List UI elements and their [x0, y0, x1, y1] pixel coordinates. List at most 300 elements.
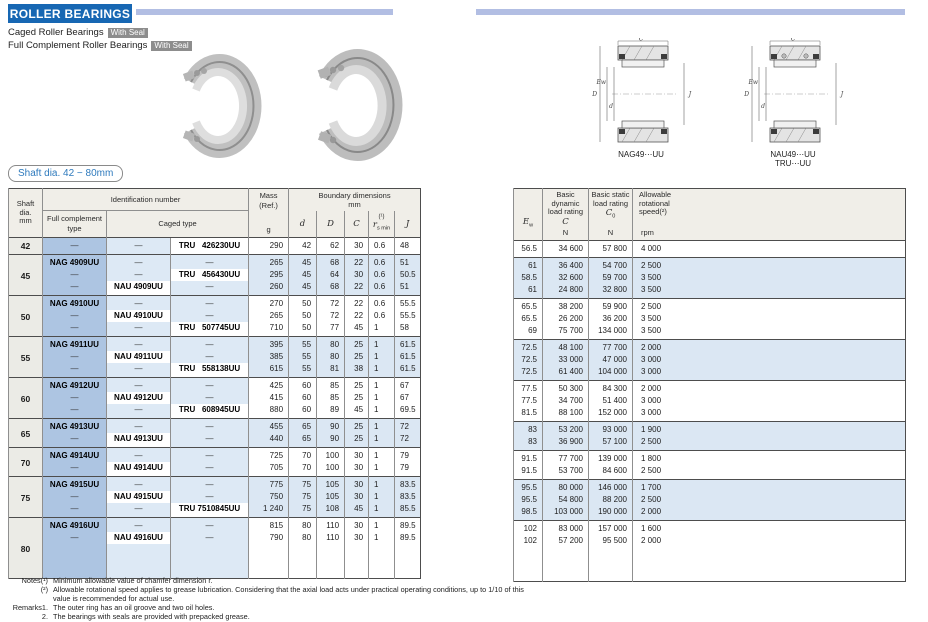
- footnotes: [8, 576, 538, 621]
- shaft-dia-cell: 75: [9, 477, 43, 518]
- dynamic-load-cell: 75 700: [543, 325, 589, 340]
- full-complement-cell: —: [43, 433, 107, 448]
- dim-C: C: [790, 38, 796, 43]
- C-cell: 45: [345, 503, 369, 518]
- drawing-label-tru: TRU⋯UU: [775, 159, 811, 168]
- caged-nau-cell: NAU 4916UU: [107, 532, 171, 544]
- J-cell: 83.5: [395, 477, 421, 492]
- table-row: [9, 462, 421, 477]
- col-header-C: C: [345, 211, 369, 238]
- r-min-cell: 1: [369, 404, 395, 419]
- table-row: [514, 366, 906, 381]
- subtitle-caged-text: Caged Roller Bearings: [8, 27, 104, 38]
- speed-cell: 3 000: [633, 395, 906, 407]
- d-cell: 65: [289, 419, 317, 434]
- D-cell: 90: [317, 419, 345, 434]
- full-complement-cell: —: [43, 269, 107, 281]
- static-load-cell: 84 300: [589, 380, 633, 395]
- D-cell: 110: [317, 518, 345, 533]
- col-unit-N: N: [543, 227, 589, 241]
- mass-cell: 265: [249, 255, 289, 270]
- caged-nau-cell: NAU 4914UU: [107, 462, 171, 477]
- cell: [543, 547, 589, 582]
- Ew-cell: 61: [514, 284, 543, 299]
- d-cell: 50: [289, 310, 317, 322]
- caged-nau-cell: NAU 4909UU: [107, 281, 171, 296]
- J-cell: 61.5: [395, 363, 421, 378]
- J-cell: 51: [395, 281, 421, 296]
- table-row: [514, 354, 906, 366]
- D-cell: 81: [317, 363, 345, 378]
- static-load-cell: 104 000: [589, 366, 633, 381]
- d-cell: 55: [289, 363, 317, 378]
- table-row: [9, 419, 421, 434]
- table-row: [514, 298, 906, 313]
- speed-cell: 2 000: [633, 535, 906, 547]
- mass-cell: 725: [249, 448, 289, 463]
- table-row: [514, 380, 906, 395]
- col-header-r-s-min: (¹) $r_{s min}$: [369, 211, 395, 238]
- with-seal-badge: With Seal: [108, 28, 148, 38]
- r-min-cell: 0.6: [369, 255, 395, 270]
- full-complement-cell: —: [43, 503, 107, 518]
- table-row: [9, 363, 421, 378]
- table-row: [514, 535, 906, 547]
- static-load-cell: 134 000: [589, 325, 633, 340]
- C-cell: 22: [345, 310, 369, 322]
- C-cell: 45: [345, 404, 369, 419]
- static-load-cell: 59 900: [589, 298, 633, 313]
- D-cell: 105: [317, 491, 345, 503]
- col-header-full-complement: Full complement type: [43, 211, 107, 238]
- C-cell: 25: [345, 419, 369, 434]
- C-cell: 25: [345, 392, 369, 404]
- r-min-cell: 1: [369, 433, 395, 448]
- dynamic-load-cell: 80 000: [543, 479, 589, 494]
- C-cell: 30: [345, 518, 369, 533]
- table-row: [514, 421, 906, 436]
- table-row: [9, 518, 421, 533]
- speed-cell: 3 500: [633, 325, 906, 340]
- mass-cell: 270: [249, 296, 289, 311]
- Ew-cell: 95.5: [514, 479, 543, 494]
- speed-cell: 2 500: [633, 257, 906, 272]
- J-cell: 58: [395, 322, 421, 337]
- C-cell: 25: [345, 337, 369, 352]
- D-cell: 90: [317, 433, 345, 448]
- filler-row: [514, 547, 906, 582]
- speed-cell: 1 900: [633, 421, 906, 436]
- table-row: [9, 238, 421, 255]
- cell: [633, 547, 906, 582]
- note-text: The outer ring has an oil groove and two oil holes.: [53, 603, 215, 612]
- C-cell: 22: [345, 255, 369, 270]
- col-header-identification-number: Identification number: [43, 189, 249, 211]
- J-cell: 67: [395, 378, 421, 393]
- page-title: ROLLER BEARINGS: [8, 4, 132, 23]
- static-load-cell: 88 200: [589, 494, 633, 506]
- table-row: [9, 491, 421, 503]
- section-drawing-nag: [588, 38, 694, 155]
- C-cell: 22: [345, 281, 369, 296]
- caged-nau-cell: —: [107, 404, 171, 419]
- D-cell: 110: [317, 532, 345, 544]
- col-header-J: J: [395, 211, 421, 238]
- drawing-label-nau: NAU49⋯UU: [770, 150, 816, 159]
- speed-cell: 3 000: [633, 366, 906, 381]
- section-drawing-nau-tru: [740, 38, 846, 155]
- full-complement-cell: NAG 4915UU: [43, 477, 107, 492]
- dynamic-load-cell: 38 200: [543, 298, 589, 313]
- caged-nau-cell: —: [107, 255, 171, 270]
- dynamic-load-cell: 34 600: [543, 240, 589, 257]
- table-row: [9, 503, 421, 518]
- full-complement-cell: NAG 4913UU: [43, 419, 107, 434]
- caged-tru-cell: —: [171, 462, 249, 477]
- dynamic-load-cell: 34 700: [543, 395, 589, 407]
- J-cell: 72: [395, 419, 421, 434]
- caged-tru-cell: TRU 456430UU: [171, 269, 249, 281]
- d-cell: 70: [289, 462, 317, 477]
- table-row: [514, 257, 906, 272]
- full-complement-cell: NAG 4910UU: [43, 296, 107, 311]
- D-cell: 72: [317, 310, 345, 322]
- D-cell: 85: [317, 392, 345, 404]
- full-complement-cell: —: [43, 281, 107, 296]
- Ew-cell: 69: [514, 325, 543, 340]
- Ew-cell: 58.5: [514, 272, 543, 284]
- header-rule-right: [476, 9, 905, 15]
- J-cell: 48: [395, 238, 421, 255]
- table-row: [9, 448, 421, 463]
- static-load-cell: 95 500: [589, 535, 633, 547]
- D-cell: 85: [317, 378, 345, 393]
- caged-tru-cell: —: [171, 378, 249, 393]
- caged-nau-cell: —: [107, 503, 171, 518]
- table-row: [9, 296, 421, 311]
- caged-nau-cell: —: [107, 337, 171, 352]
- cell: [317, 544, 345, 579]
- shaft-dia-cell: 80: [9, 518, 43, 579]
- dim-J: J: [688, 91, 692, 98]
- J-cell: 61.5: [395, 351, 421, 363]
- table-row: [9, 337, 421, 352]
- caged-tru-cell: —: [171, 310, 249, 322]
- d-cell: 42: [289, 238, 317, 255]
- J-cell: 85.5: [395, 503, 421, 518]
- dynamic-load-cell: 33 000: [543, 354, 589, 366]
- C-cell: 30: [345, 532, 369, 544]
- cell: [107, 544, 171, 579]
- table-row: [514, 339, 906, 354]
- d-cell: 55: [289, 337, 317, 352]
- speed-cell: 2 000: [633, 339, 906, 354]
- mass-cell: 815: [249, 518, 289, 533]
- caged-nau-cell: —: [107, 419, 171, 434]
- caged-tru-cell: —: [171, 337, 249, 352]
- D-cell: 62: [317, 238, 345, 255]
- r-min-cell: 1: [369, 518, 395, 533]
- col-header-allowable-speed: Allowable rotational speed(²): [633, 189, 906, 227]
- dynamic-load-cell: 88 100: [543, 407, 589, 422]
- col-header-static-load: Basic static load rating $C_0$: [589, 189, 633, 227]
- dynamic-load-cell: 61 400: [543, 366, 589, 381]
- dim-d: d: [609, 103, 613, 110]
- D-cell: 72: [317, 296, 345, 311]
- static-load-cell: 47 000: [589, 354, 633, 366]
- dynamic-load-cell: 77 700: [543, 450, 589, 465]
- full-complement-cell: NAG 4911UU: [43, 337, 107, 352]
- r-min-cell: 1: [369, 392, 395, 404]
- d-cell: 45: [289, 255, 317, 270]
- full-complement-cell: —: [43, 462, 107, 477]
- d-cell: 75: [289, 503, 317, 518]
- r-min-cell: 0.6: [369, 281, 395, 296]
- col-header-caged-type: Caged type: [107, 211, 249, 238]
- J-cell: 61.5: [395, 337, 421, 352]
- table-row: [514, 450, 906, 465]
- speed-cell: 3 500: [633, 272, 906, 284]
- caged-tru-cell: —: [171, 433, 249, 448]
- full-complement-cell: —: [43, 392, 107, 404]
- mass-cell: 265: [249, 310, 289, 322]
- cell: [369, 544, 395, 579]
- Ew-cell: 61: [514, 257, 543, 272]
- D-cell: 108: [317, 503, 345, 518]
- D-cell: 89: [317, 404, 345, 419]
- J-cell: 55.5: [395, 296, 421, 311]
- dynamic-load-cell: 24 800: [543, 284, 589, 299]
- speed-cell: 2 500: [633, 465, 906, 480]
- J-cell: 55.5: [395, 310, 421, 322]
- C-cell: 30: [345, 477, 369, 492]
- caged-nau-cell: —: [107, 296, 171, 311]
- table-row: [9, 378, 421, 393]
- r-min-cell: 1: [369, 491, 395, 503]
- table-row: [514, 325, 906, 340]
- static-load-cell: 139 000: [589, 450, 633, 465]
- caged-tru-cell: TRU 608945UU: [171, 404, 249, 419]
- static-load-cell: 146 000: [589, 479, 633, 494]
- Ew-cell: 91.5: [514, 465, 543, 480]
- bearing-photo-2: [292, 44, 410, 171]
- caged-nau-cell: —: [107, 322, 171, 337]
- full-complement-cell: —: [43, 404, 107, 419]
- dimensions-table: [8, 188, 421, 579]
- note-text: The bearings with seals are provided with prepacked grease.: [53, 612, 250, 621]
- table-row: [514, 506, 906, 521]
- caged-nau-cell: NAU 4912UU: [107, 392, 171, 404]
- full-complement-cell: —: [43, 351, 107, 363]
- d-cell: 45: [289, 281, 317, 296]
- note-text: Allowable rotational speed applies to grease lubrication. Considering that the axial load acts under practical operating conditions, up to 1/10 of this value is recommended for actual use.: [53, 585, 524, 603]
- static-load-cell: 157 000: [589, 520, 633, 535]
- r-min-cell: 1: [369, 322, 395, 337]
- mass-cell: 750: [249, 491, 289, 503]
- table-row: [9, 392, 421, 404]
- d-cell: 50: [289, 296, 317, 311]
- table-row: [514, 272, 906, 284]
- table-row: [9, 255, 421, 270]
- d-cell: 55: [289, 351, 317, 363]
- mass-cell: 260: [249, 281, 289, 296]
- col-header-dynamic-load: Basic dynamic load rating C: [543, 189, 589, 227]
- J-cell: 72: [395, 433, 421, 448]
- dim-J: J: [840, 91, 844, 98]
- speed-cell: 2 500: [633, 494, 906, 506]
- Ew-cell: 83: [514, 436, 543, 451]
- cell: [249, 544, 289, 579]
- mass-cell: 385: [249, 351, 289, 363]
- header-rule-left: [136, 9, 393, 15]
- mass-cell: 1 240: [249, 503, 289, 518]
- mass-cell: 880: [249, 404, 289, 419]
- speed-cell: 3 500: [633, 284, 906, 299]
- speed-cell: 4 000: [633, 240, 906, 257]
- C-cell: 30: [345, 269, 369, 281]
- J-cell: 50.5: [395, 269, 421, 281]
- Ew-cell: 65.5: [514, 298, 543, 313]
- r-min-cell: 1: [369, 337, 395, 352]
- r-min-cell: 0.6: [369, 238, 395, 255]
- caged-nau-cell: —: [107, 448, 171, 463]
- full-complement-cell: —: [43, 363, 107, 378]
- shaft-dia-cell: 50: [9, 296, 43, 337]
- table-row: [9, 322, 421, 337]
- caged-tru-cell: —: [171, 281, 249, 296]
- caged-tru-cell: —: [171, 351, 249, 363]
- table-row: [9, 351, 421, 363]
- D-cell: 105: [317, 477, 345, 492]
- speed-cell: 2 500: [633, 436, 906, 451]
- load-rating-table: [513, 188, 906, 582]
- dynamic-load-cell: 26 200: [543, 313, 589, 325]
- col-header-Ew: $E_w$: [514, 189, 543, 241]
- mass-cell: 415: [249, 392, 289, 404]
- table-row: [514, 494, 906, 506]
- cell: [589, 547, 633, 582]
- dynamic-load-cell: 53 700: [543, 465, 589, 480]
- caged-nau-cell: —: [107, 477, 171, 492]
- r-min-cell: 0.6: [369, 269, 395, 281]
- mass-cell: 790: [249, 532, 289, 544]
- Ew-cell: 98.5: [514, 506, 543, 521]
- D-cell: 100: [317, 448, 345, 463]
- cell: [171, 544, 249, 579]
- cell: [395, 544, 421, 579]
- d-cell: 65: [289, 433, 317, 448]
- table-row: [514, 407, 906, 422]
- Ew-cell: 83: [514, 421, 543, 436]
- static-load-cell: 32 800: [589, 284, 633, 299]
- caged-nau-cell: —: [107, 269, 171, 281]
- Ew-cell: 72.5: [514, 354, 543, 366]
- caged-nau-cell: —: [107, 378, 171, 393]
- r-min-cell: 1: [369, 378, 395, 393]
- caged-tru-cell: —: [171, 518, 249, 533]
- note-label: 2.: [41, 612, 48, 621]
- caged-tru-cell: —: [171, 296, 249, 311]
- C-cell: 25: [345, 378, 369, 393]
- full-complement-cell: NAG 4916UU: [43, 518, 107, 533]
- speed-cell: 3 000: [633, 354, 906, 366]
- table-row: [514, 240, 906, 257]
- table-row: [9, 281, 421, 296]
- col-unit-rpm: rpm: [633, 227, 906, 241]
- d-cell: 45: [289, 269, 317, 281]
- dynamic-load-cell: 54 800: [543, 494, 589, 506]
- Ew-cell: 91.5: [514, 450, 543, 465]
- Ew-cell: 102: [514, 535, 543, 547]
- filler-row: [9, 544, 421, 579]
- Ew-cell: 72.5: [514, 339, 543, 354]
- d-cell: 80: [289, 518, 317, 533]
- C-cell: 30: [345, 238, 369, 255]
- full-complement-cell: NAG 4914UU: [43, 448, 107, 463]
- D-cell: 68: [317, 281, 345, 296]
- cell: [289, 544, 317, 579]
- mass-cell: 295: [249, 269, 289, 281]
- table-row: [9, 477, 421, 492]
- table-row: [514, 313, 906, 325]
- caged-nau-cell: —: [107, 363, 171, 378]
- mass-cell: 705: [249, 462, 289, 477]
- Ew-cell: 95.5: [514, 494, 543, 506]
- static-load-cell: 152 000: [589, 407, 633, 422]
- table-row: [9, 433, 421, 448]
- caged-tru-cell: —: [171, 419, 249, 434]
- Ew-cell: 77.5: [514, 380, 543, 395]
- full-complement-cell: NAG 4909UU: [43, 255, 107, 270]
- J-cell: 69.5: [395, 404, 421, 419]
- static-load-cell: 54 700: [589, 257, 633, 272]
- col-header-D: D: [317, 211, 345, 238]
- static-load-cell: 93 000: [589, 421, 633, 436]
- C-cell: 45: [345, 322, 369, 337]
- caged-nau-cell: —: [107, 238, 171, 255]
- subtitle-full-complement-text: Full Complement Roller Bearings: [8, 40, 148, 51]
- d-cell: 60: [289, 378, 317, 393]
- J-cell: 83.5: [395, 491, 421, 503]
- static-load-cell: 59 700: [589, 272, 633, 284]
- bearing-photo-1: [158, 48, 270, 169]
- speed-cell: 2 500: [633, 298, 906, 313]
- shaft-dia-cell: 70: [9, 448, 43, 477]
- dim-Ew: Ew: [748, 79, 758, 86]
- C-cell: 22: [345, 296, 369, 311]
- table-row: [514, 436, 906, 451]
- full-complement-cell: —: [43, 238, 107, 255]
- r-min-cell: 1: [369, 448, 395, 463]
- table-row: [514, 465, 906, 480]
- d-cell: 75: [289, 477, 317, 492]
- speed-cell: 3 000: [633, 407, 906, 422]
- mass-cell: 615: [249, 363, 289, 378]
- dynamic-load-cell: 50 300: [543, 380, 589, 395]
- C-cell: 30: [345, 491, 369, 503]
- D-cell: 68: [317, 255, 345, 270]
- cell: [43, 544, 107, 579]
- D-cell: 77: [317, 322, 345, 337]
- static-load-cell: 84 600: [589, 465, 633, 480]
- speed-cell: 3 500: [633, 313, 906, 325]
- d-cell: 75: [289, 491, 317, 503]
- static-load-cell: 51 400: [589, 395, 633, 407]
- speed-cell: 1 800: [633, 450, 906, 465]
- C-cell: 38: [345, 363, 369, 378]
- dynamic-load-cell: 53 200: [543, 421, 589, 436]
- r-min-cell: 1: [369, 503, 395, 518]
